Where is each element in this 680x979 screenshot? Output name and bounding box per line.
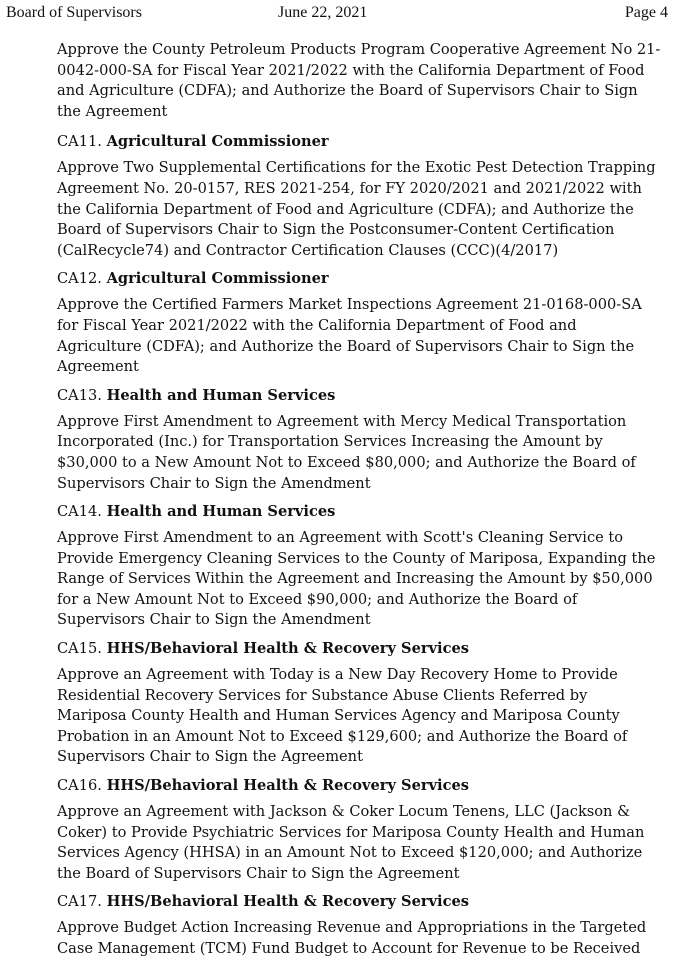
agenda-item-ca14 <box>57 502 661 631</box>
item-description: Approve an Agreement with Today is a New Day Recovery Home to Provide Residential Recovery Services for Substance Abuse Clients Referred by Mariposa County Health and Human Services Agency and Mariposa County Probation in an Amount Not to Exceed $129,600; and Authorize the Board of Supervisors Chair to Sign the Agreement <box>57 666 628 766</box>
item-description: Approve the Certified Farmers Market Inspections Agreement 21-0168-000-SA for Fiscal Year 2021/2022 with the California Department of Food and Agriculture (CDFA); and Authorize the Board of Supervisors Chair to Sign the Agreement <box>57 296 642 376</box>
item-title: HHS/Behavioral Health & Recovery Services <box>106 640 469 658</box>
item-title: Health and Human Services <box>106 503 336 521</box>
carryover-item-description: Approve the County Petroleum Products Program Cooperative Agreement No 21-0042-000-SA for Fiscal Year 2021/2022 with the California Department of Food and Agriculture (CDFA); and Authorize the Board of Supervisors Chair to Sign the Agreement <box>57 41 661 120</box>
agenda-item-ca11 <box>57 132 661 261</box>
page-header <box>6 4 668 24</box>
item-title: Health and Human Services <box>106 386 336 404</box>
header-board-name: Board of Supervisors <box>6 4 142 21</box>
agenda-item-heading <box>57 269 661 289</box>
item-description: Approve Budget Action Increasing Revenue and Appropriations in the Targeted Case Management (TCM) Fund Budget to Account for Revenue to be Received <box>57 919 647 957</box>
item-description: Approve Two Supplemental Certifications for the Exotic Pest Detection Trapping Agreement No. 20-0157, RES 2021-254, for FY 2020/2021 and 2021/2022 with the California Department of Food and Agriculture (CDFA); and Authorize the Board of Supervisors Chair to Sign the Postconsumer-Content Certification (CalRecycle74) and Contractor Certification Clauses (CCC)(4/2017) <box>57 159 656 259</box>
agenda-item-heading <box>57 132 661 152</box>
agenda-item-ca13 <box>57 386 661 494</box>
item-number: CA13. <box>57 386 102 404</box>
header-page-number: Page 4 <box>624 4 668 21</box>
agenda-item-ca12 <box>57 269 661 377</box>
item-number: CA11. <box>57 133 102 151</box>
item-title: HHS/Behavioral Health & Recovery Services <box>106 777 469 795</box>
item-number: CA12. <box>57 270 102 288</box>
item-number: CA15. <box>57 640 102 658</box>
header-date: June 22, 2021 <box>278 4 368 21</box>
item-number: CA16. <box>57 777 102 795</box>
item-title: Agricultural Commissioner <box>106 270 329 288</box>
agenda-item-heading <box>57 639 661 659</box>
agenda-item-heading <box>57 386 661 406</box>
item-description: Approve an Agreement with Jackson & Coker Locum Tenens, LLC (Jackson & Coker) to Provide Psychiatric Services for Mariposa County Health and Human Services Agency (HHSA) in an Amount Not to Exceed $120,000; and Authorize the Board of Supervisors Chair to Sign the Agreement <box>57 803 645 882</box>
agenda-item-ca16 <box>57 776 661 884</box>
agenda-item-ca15 <box>57 639 661 768</box>
item-number: CA17. <box>57 893 102 911</box>
item-title: Agricultural Commissioner <box>106 133 329 151</box>
agenda-item-heading <box>57 892 661 912</box>
agenda-item-heading <box>57 502 661 522</box>
agenda-item-heading <box>57 776 661 796</box>
item-number: CA14. <box>57 503 102 521</box>
agenda-content <box>57 40 661 968</box>
item-description: Approve First Amendment to an Agreement with Scott's Cleaning Service to Provide Emergency Cleaning Services to the County of Mariposa, Expanding the Range of Services Within the Agreement and Increasing the Amount by $50,000 for a New Amount Not to Exceed $90,000; and Authorize the Board of Supervisors Chair to Sign the Amendment <box>57 529 656 629</box>
item-title: HHS/Behavioral Health & Recovery Services <box>106 893 469 911</box>
agenda-item-ca17 <box>57 892 661 959</box>
item-description: Approve First Amendment to Agreement with Mercy Medical Transportation Incorporated (Inc.) for Transportation Services Increasing the Amount by $30,000 to a New Amount Not to Exceed $80,000; and Authorize the Board of Supervisors Chair to Sign the Amendment <box>57 412 636 492</box>
